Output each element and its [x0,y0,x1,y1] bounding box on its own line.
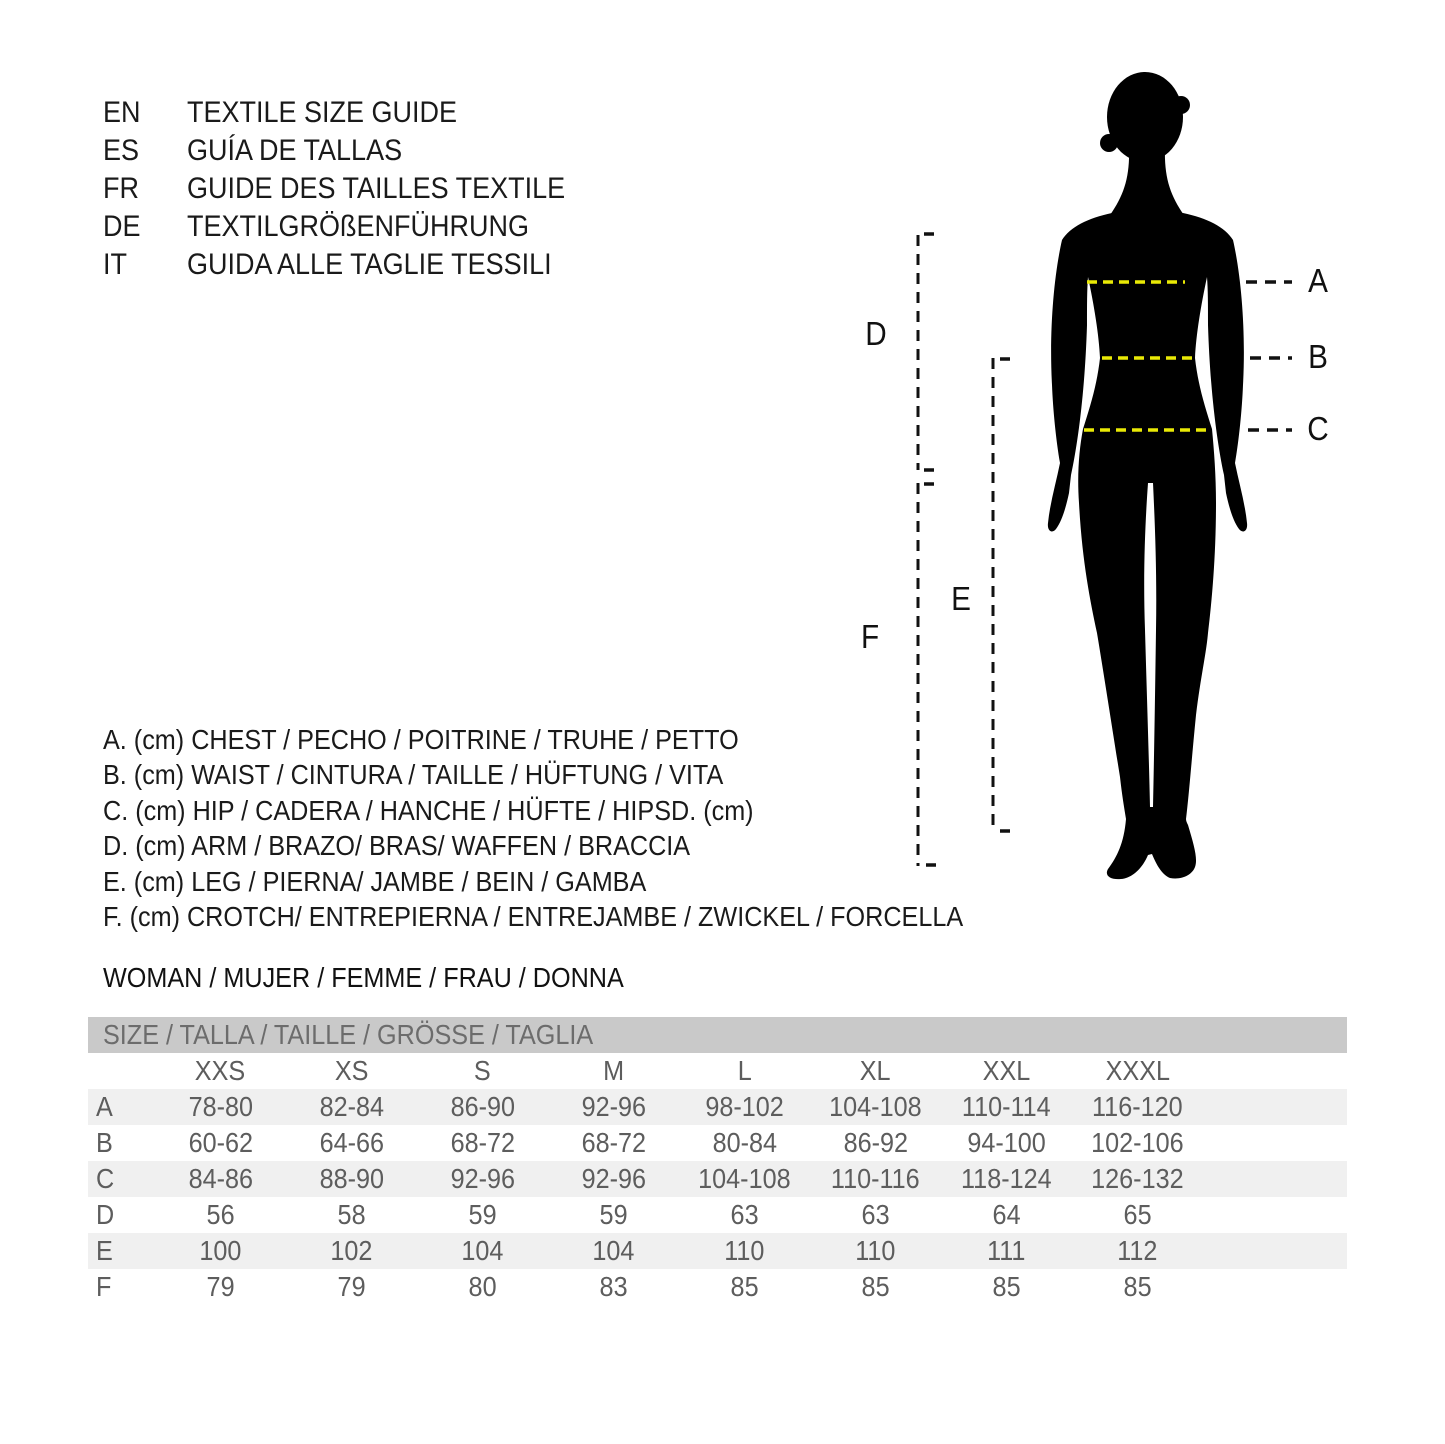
size-value-cell [810,1233,941,1269]
size-value-cell [1072,1269,1203,1305]
marker-label-hip: C [1307,410,1329,447]
row-label-text: D [96,1199,115,1230]
size-value-cell [417,1125,548,1161]
size-value-cell [941,1125,1072,1161]
size-col-header [286,1053,417,1089]
row-label-text: B [96,1127,113,1158]
guide-title: GUIDA ALLE TAGLIE TESSILI [187,248,552,281]
size-value: 88-90 [319,1163,384,1194]
row-label-text: C [96,1163,115,1194]
size-value-cell [1072,1233,1203,1269]
size-value-cell [810,1089,941,1125]
size-value-cell [941,1269,1072,1305]
language-code: IT [103,248,128,281]
silhouette-hair-right [1172,96,1190,114]
size-value: 104 [592,1235,635,1266]
size-value: 63 [730,1199,759,1230]
language-row [103,246,607,284]
size-table-section [88,1017,1347,1305]
size-col-header [1072,1053,1203,1089]
size-value-cell [548,1233,679,1269]
size-value-cell [679,1197,810,1233]
size-value-cell [155,1233,286,1269]
size-value-cell [286,1089,417,1125]
size-value-cell [941,1161,1072,1197]
row-label [88,1197,155,1233]
size-value-cell [417,1089,548,1125]
size-value: 63 [861,1199,890,1230]
filler-cell [1203,1089,1347,1125]
size-value-cell [1072,1161,1203,1197]
size-value: 68-72 [450,1127,515,1158]
size-value: 100 [199,1235,242,1266]
size-value-cell [286,1197,417,1233]
guide-title: TEXTILE SIZE GUIDE [187,96,458,129]
size-value-cell [155,1125,286,1161]
size-value-cell [548,1269,679,1305]
size-value: 111 [987,1235,1026,1266]
size-value: 92-96 [581,1163,646,1194]
size-value: 80-84 [712,1127,777,1158]
size-col-header-label: XXS [195,1055,246,1086]
size-header-empty-cell [88,1053,155,1089]
size-value-cell [810,1125,941,1161]
legend-line-crotch: F. (cm) CROTCH/ ENTREPIERNA / ENTREJAMBE / ZWICKEL / FORCELLA [103,901,964,933]
table-row [88,1161,1347,1197]
language-code: EN [103,96,141,129]
size-value: 102-106 [1091,1127,1184,1158]
size-header-row [88,1053,1347,1089]
size-value: 110-114 [962,1091,1051,1122]
size-col-header-label: XS [334,1055,369,1086]
gender-heading: WOMAN / MUJER / FEMME / FRAU / DONNA [103,962,624,993]
language-code: ES [103,134,140,167]
size-value: 56 [206,1199,235,1230]
guide-title: GUIDE DES TAILLES TEXTILE [187,172,566,205]
size-value: 85 [992,1271,1021,1302]
size-col-header [417,1053,548,1089]
marker-label-chest: A [1308,262,1328,299]
size-value: 85 [730,1271,759,1302]
row-label [88,1233,155,1269]
size-value: 102 [330,1235,373,1266]
size-value-cell [548,1125,679,1161]
size-value: 92-96 [450,1163,515,1194]
size-value-cell [286,1125,417,1161]
size-value-cell [155,1089,286,1125]
size-value: 86-90 [450,1091,515,1122]
size-value-cell [548,1089,679,1125]
language-row [103,208,607,246]
size-value: 98-102 [705,1091,784,1122]
size-value-cell [1072,1197,1203,1233]
size-value: 59 [599,1199,628,1230]
size-value: 80 [468,1271,497,1302]
size-value: 83 [599,1271,628,1302]
legend-line-arm: D. (cm) ARM / BRAZO/ BRAS/ WAFFEN / BRACCIA [103,830,691,862]
language-code: FR [103,172,139,205]
size-col-header [155,1053,286,1089]
size-value: 60-62 [188,1127,253,1158]
size-value: 86-92 [843,1127,908,1158]
size-value: 85 [1123,1271,1152,1302]
size-value-cell [679,1125,810,1161]
size-value: 79 [337,1271,366,1302]
size-value: 110 [724,1235,765,1266]
size-value: 85 [861,1271,890,1302]
size-col-header [548,1053,679,1089]
size-col-header [810,1053,941,1089]
table-row [88,1125,1347,1161]
row-label-text: A [96,1091,113,1122]
marker-label-crotch: F [860,618,880,655]
filler-cell [1203,1161,1347,1197]
filler-cell [1203,1053,1347,1089]
size-value: 59 [468,1199,497,1230]
size-col-header [679,1053,810,1089]
size-value-cell [941,1197,1072,1233]
size-value-cell [679,1269,810,1305]
size-value-cell [417,1197,548,1233]
table-row [88,1269,1347,1305]
marker-label-leg: E [951,580,971,617]
size-value: 79 [206,1271,235,1302]
size-value: 94-100 [967,1127,1046,1158]
guide-title: GUÍA DE TALLAS [187,134,403,167]
filler-cell [1203,1197,1347,1233]
guide-title: TEXTILGRÖßENFÜHRUNG [187,210,530,243]
language-row [103,132,607,170]
row-label-text: F [96,1271,112,1302]
size-value-cell [286,1269,417,1305]
size-value-cell [155,1161,286,1197]
size-col-header-label: XXL [982,1055,1031,1086]
size-value: 78-80 [188,1091,253,1122]
size-value-cell [1072,1089,1203,1125]
size-col-header-label: XXXL [1105,1055,1170,1086]
size-col-header-label: XL [860,1055,891,1086]
size-value: 92-96 [581,1091,646,1122]
row-label [88,1161,155,1197]
size-value: 64-66 [319,1127,384,1158]
row-label-text: E [96,1235,113,1266]
size-value-cell [810,1161,941,1197]
legend-line-chest: A. (cm) CHEST / PECHO / POITRINE / TRUHE / PETTO [103,723,739,755]
size-value-cell [679,1233,810,1269]
table-row [88,1089,1347,1125]
size-col-header-label: M [602,1055,624,1086]
size-value: 58 [337,1199,366,1230]
row-label [88,1089,155,1125]
size-value-cell [679,1161,810,1197]
size-value: 110 [855,1235,896,1266]
size-table [88,1053,1347,1305]
size-value: 118-124 [961,1163,1052,1194]
legend-line-hip: C. (cm) HIP / CADERA / HANCHE / HÜFTE / HIPSD. (cm) [103,794,754,826]
size-value-cell [1072,1125,1203,1161]
language-row [103,170,607,208]
size-value-cell [417,1269,548,1305]
size-value-cell [286,1233,417,1269]
size-col-header-label: S [474,1055,491,1086]
size-value-cell [155,1269,286,1305]
language-row [103,94,607,132]
size-value-cell [286,1161,417,1197]
size-col-header-label: L [737,1055,752,1086]
size-value-cell [155,1197,286,1233]
size-value: 116-120 [1092,1091,1183,1122]
size-value: 64 [992,1199,1021,1230]
size-value-cell [679,1089,810,1125]
size-value-cell [941,1233,1072,1269]
size-col-header [941,1053,1072,1089]
size-value: 104 [461,1235,504,1266]
language-title-block [103,94,607,284]
size-value: 112 [1117,1235,1158,1266]
silhouette-hair-left [1100,134,1118,152]
size-value: 104-108 [698,1163,791,1194]
size-value-cell [548,1161,679,1197]
size-value-cell [810,1269,941,1305]
legend-line-leg: E. (cm) LEG / PIERNA/ JAMBE / BEIN / GAMBA [103,865,647,897]
size-value-cell [417,1161,548,1197]
table-row [88,1197,1347,1233]
legend-line-waist: B. (cm) WAIST / CINTURA / TAILLE / HÜFTUNG / VITA [103,759,724,791]
filler-cell [1203,1233,1347,1269]
size-value-cell [417,1233,548,1269]
marker-label-waist: B [1308,338,1328,375]
language-code: DE [103,210,141,243]
size-value: 65 [1123,1199,1152,1230]
marker-label-arm: D [865,315,887,352]
size-value-cell [548,1197,679,1233]
size-value: 126-132 [1091,1163,1184,1194]
row-label [88,1125,155,1161]
size-value: 68-72 [581,1127,646,1158]
silhouette-neck [1110,147,1184,215]
size-value: 84-86 [188,1163,253,1194]
size-value-cell [941,1089,1072,1125]
size-value: 110-116 [831,1163,920,1194]
filler-cell [1203,1269,1347,1305]
size-table-header-bar [88,1017,1347,1053]
size-value: 82-84 [319,1091,384,1122]
filler-cell [1203,1125,1347,1161]
size-value: 104-108 [829,1091,922,1122]
size-value-cell [810,1197,941,1233]
row-label [88,1269,155,1305]
size-table-header-label: SIZE / TALLA / TAILLE / GRÖSSE / TAGLIA [103,1019,594,1050]
body-measurement-figure [850,55,1340,900]
table-row [88,1233,1347,1269]
